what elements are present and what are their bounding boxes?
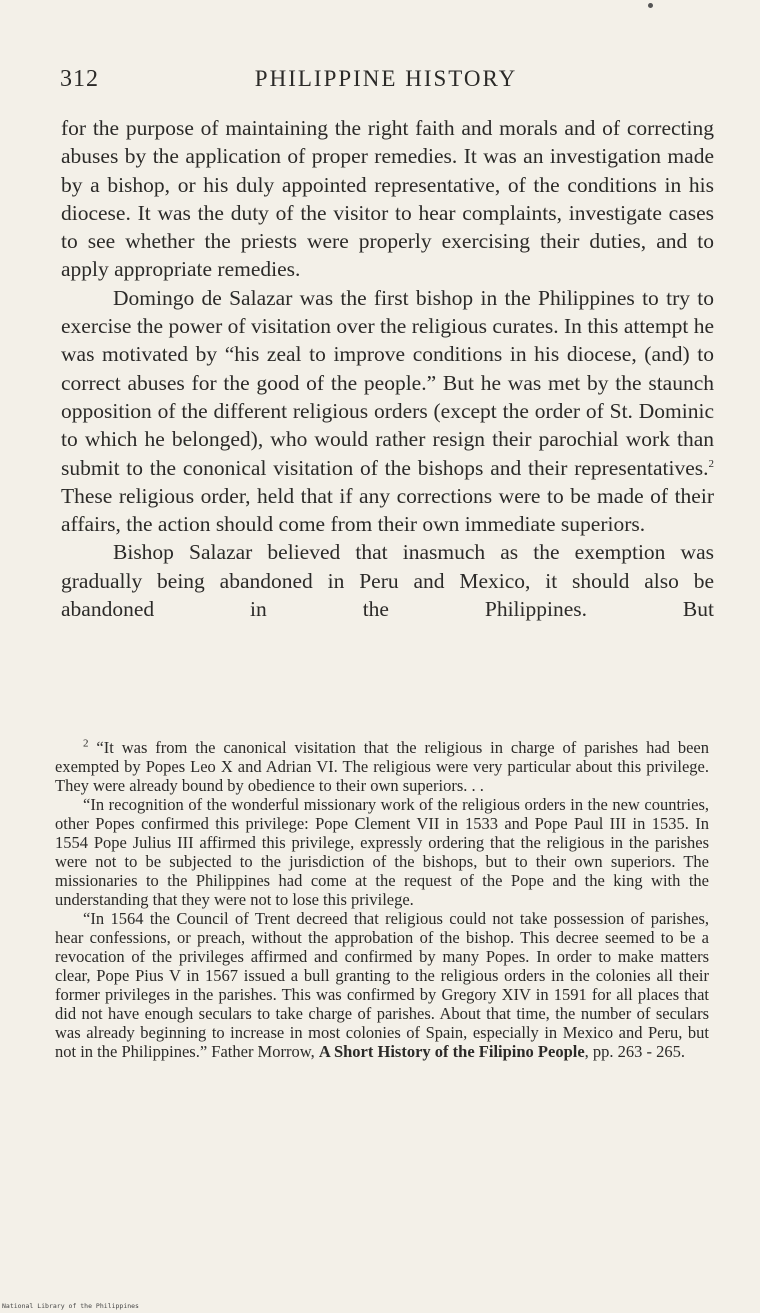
paragraph-2-text-cont: These religious order, held that if any corrections were to be made of their affairs, the action should come from their own immediate superiors.: [61, 483, 714, 537]
footnote-3: [55, 909, 709, 1061]
running-head: PHILIPPINE HISTORY: [254, 66, 518, 91]
page-number: 312: [60, 66, 99, 92]
footnote-ref: 2: [708, 457, 714, 470]
paragraph-2: [61, 284, 714, 539]
citation-pages: , pp. 263 - 265.: [584, 1042, 686, 1061]
footnote-marker: 2: [83, 737, 89, 750]
paragraph-1: for the purpose of maintaining the right faith and morals and of correcting abuses by the application of proper remedies. It was an investigation made by a bishop, or his duly appointed representative, of the conditions in his diocese. It was the duty of the visitor to hear complaints, investigate cases to see whether the priests were properly exercising their duties, and to apply appropriate remedies.: [61, 116, 714, 282]
library-stamp: National Library of the Philippines: [2, 1302, 139, 1310]
footnotes: [55, 738, 709, 1061]
footnote-2: “In recognition of the wonderful missionary work of the religious orders in the new countries, other Popes confirmed this privilege: Pope Clement VII in 1533 and Pope Paul III in 1535. In 1554 Pope Julius III affirmed this privilege, expressly ordering that the religious in the parishes were not to be subjected to the jurisdiction of the bishops, but to their own superiors. The missionaries to the Philippines had come at the request of the Pope and the king with the understanding that they were not to lose this privilege.: [55, 795, 709, 909]
paragraph-3: Bishop Salazar believed that inasmuch as the exemption was gradually being abandoned in Peru and Mexico, it should also be abandoned in the Philippines. But: [61, 540, 714, 622]
print-speck: [648, 3, 653, 8]
footnote-1: [55, 738, 709, 795]
paragraph-2-text: Domingo de Salazar was the first bishop in the Philippines to try to exercise the power of visitation over the religious curates. In this attempt he was motivated by “his zeal to improve conditions in his diocese, (and) to correct abuses for the good of the people.” But he was met by the staunch opposition of the different religious orders (except the order of St. Dominic to which he belonged), who would rather resign their parochial work than submit to the cononical visitation of the bishops and their representatives.: [61, 285, 714, 480]
footnote-3-text: “In 1564 the Council of Trent decreed that religious could not take possession of parishes, hear confessions, or preach, without the approbation of the bishop. This decree seemed to be a revocation of the privileges affirmed and confirmed by many Popes. In order to make matters clear, Pope Pius V in 1567 issued a bull granting to the religious orders in the colonies all their former privileges in the parishes. This was confirmed by Gregory XIV in 1591 for all places that did not have enough seculars to take charge of parishes. About that time, the number of seculars was already beginning to increase in most colonies of Spain, especially in Mexico and Peru, but not in the Philippines.” Father Morrow,: [55, 909, 709, 1061]
footnote-1-text: “It was from the canonical visitation that the religious in charge of parishes had been exempted by Popes Leo X and Adrian VI. The religious were very particular about this privilege. They were already bound by obedience to their own superiors. . .: [55, 738, 709, 795]
citation-title: A Short History of the Filipino People: [318, 1042, 585, 1061]
body-text: [61, 114, 714, 623]
page-header: [60, 66, 712, 106]
